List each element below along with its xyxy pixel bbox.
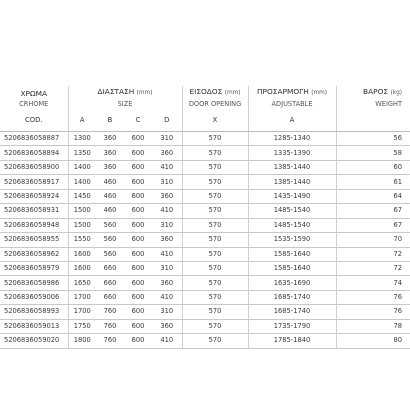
b-cell: 660 [96,276,124,290]
weight-header-greek [336,86,410,99]
dimension-unit: (mm) [136,90,153,96]
c-cell: 600 [124,261,152,275]
weight-cell: 72 [336,247,410,261]
b-cell: 560 [96,218,124,232]
d-cell: 310 [152,132,182,146]
b-cell: 760 [96,334,124,348]
table-row [0,290,410,304]
col-a-header: A [68,109,96,132]
table-row [0,146,410,160]
code-cell: 5206836058924 [0,189,68,203]
adjustable-cell: 1535-1590 [248,233,336,247]
dimension-header-english: SIZE [68,99,182,109]
code-header: COD. [0,109,68,132]
col-x-header: X [182,109,248,132]
weight-cell: 56 [336,132,410,146]
adjustable-cell: 1735-1790 [248,319,336,333]
b-cell: 360 [96,132,124,146]
weight-cell: 78 [336,319,410,333]
door-unit: (mm) [224,90,241,96]
table-row [0,334,410,348]
code-cell: 5206836058979 [0,261,68,275]
a-cell: 1500 [68,218,96,232]
d-cell: 310 [152,261,182,275]
c-cell: 600 [124,276,152,290]
col-adjustable-a-header: A [248,109,336,132]
adjustable-cell: 1585-1640 [248,261,336,275]
weight-cell: 67 [336,204,410,218]
col-d-header: D [152,109,182,132]
adjustable-cell: 1385-1440 [248,160,336,174]
b-cell: 660 [96,290,124,304]
a-cell: 1700 [68,305,96,319]
adjustable-cell: 1635-1690 [248,276,336,290]
code-cell: 5206836058894 [0,146,68,160]
d-cell: 360 [152,189,182,203]
adjustable-cell: 1285-1340 [248,132,336,146]
b-cell: 360 [96,146,124,160]
b-cell: 560 [96,247,124,261]
c-cell: 600 [124,175,152,189]
adjustable-cell: 1685-1740 [248,305,336,319]
table-row [0,233,410,247]
door-opening-cell: 570 [182,204,248,218]
weight-unit: (kg) [390,90,403,96]
header-row-greek [0,86,410,99]
weight-cell: 80 [336,334,410,348]
weight-cell: 72 [336,261,410,275]
a-cell: 1650 [68,276,96,290]
door-opening-cell: 570 [182,146,248,160]
d-cell: 310 [152,305,182,319]
door-opening-cell: 570 [182,247,248,261]
c-cell: 600 [124,132,152,146]
door-opening-cell: 570 [182,319,248,333]
c-cell: 600 [124,247,152,261]
weight-cell: 58 [336,146,410,160]
table-row [0,132,410,146]
col-c-header: C [124,109,152,132]
c-cell: 600 [124,160,152,174]
weight-cell: 64 [336,189,410,203]
d-cell: 360 [152,233,182,247]
table-row [0,319,410,333]
door-opening-cell: 570 [182,189,248,203]
door-header-greek [182,86,248,99]
d-cell: 410 [152,334,182,348]
door-opening-cell: 570 [182,261,248,275]
code-cell: 5206836059013 [0,319,68,333]
code-cell: 5206836058962 [0,247,68,261]
b-cell: 460 [96,204,124,218]
door-header-english: DOOR OPENING [182,99,248,109]
table-row [0,175,410,189]
d-cell: 310 [152,175,182,189]
d-cell: 360 [152,319,182,333]
d-cell: 410 [152,247,182,261]
c-cell: 600 [124,218,152,232]
b-cell: 360 [96,160,124,174]
adjustable-cell: 1585-1640 [248,247,336,261]
code-cell: 5206836058993 [0,305,68,319]
table-row [0,305,410,319]
weight-cell: 60 [336,160,410,174]
adjustable-cell: 1435-1490 [248,189,336,203]
d-cell: 360 [152,276,182,290]
code-cell: 5206836059006 [0,290,68,304]
color-header-greek: ΧΡΩΜΑ [0,86,68,99]
code-cell: 5206836058986 [0,276,68,290]
b-cell: 760 [96,305,124,319]
col-weight-header [336,109,410,132]
code-cell: 5206836058917 [0,175,68,189]
table-row [0,247,410,261]
color-header-english: CRHOME [0,99,68,109]
weight-cell: 67 [336,218,410,232]
c-cell: 600 [124,290,152,304]
code-cell: 5206836058887 [0,132,68,146]
a-cell: 1450 [68,189,96,203]
c-cell: 600 [124,146,152,160]
col-b-header: B [96,109,124,132]
door-opening-cell: 570 [182,305,248,319]
c-cell: 600 [124,319,152,333]
a-cell: 1400 [68,160,96,174]
code-cell: 5206836058900 [0,160,68,174]
d-cell: 360 [152,146,182,160]
door-opening-cell: 570 [182,132,248,146]
door-opening-cell: 570 [182,233,248,247]
table-row [0,218,410,232]
weight-title: ΒΑΡΟΣ [363,87,389,96]
a-cell: 1700 [68,290,96,304]
door-opening-cell: 570 [182,276,248,290]
weight-cell: 76 [336,290,410,304]
adjustable-header-english: ADJUSTABLE [248,99,336,109]
c-cell: 600 [124,334,152,348]
a-cell: 1500 [68,204,96,218]
b-cell: 560 [96,233,124,247]
b-cell: 660 [96,261,124,275]
adjustable-header-greek [248,86,336,99]
d-cell: 310 [152,218,182,232]
a-cell: 1600 [68,261,96,275]
door-opening-cell: 570 [182,334,248,348]
a-cell: 1600 [68,247,96,261]
a-cell: 1750 [68,319,96,333]
adjustable-cell: 1485-1540 [248,204,336,218]
header-row-columns [0,109,410,132]
a-cell: 1550 [68,233,96,247]
a-cell: 1300 [68,132,96,146]
d-cell: 410 [152,290,182,304]
adjustable-cell: 1385-1440 [248,175,336,189]
adjustable-unit: (mm) [311,90,328,96]
code-cell: 5206836058931 [0,204,68,218]
door-title: ΕΙΣΟΔΟΣ [189,87,223,96]
b-cell: 760 [96,319,124,333]
table-row [0,189,410,203]
header-row-english [0,99,410,109]
a-cell: 1350 [68,146,96,160]
c-cell: 600 [124,189,152,203]
adjustable-cell: 1485-1540 [248,218,336,232]
d-cell: 410 [152,204,182,218]
adjustable-title: ΠΡΟΣΑΡΜΟΓΗ [256,87,309,96]
spec-table-sheet [0,86,410,349]
weight-cell: 76 [336,305,410,319]
weight-cell: 61 [336,175,410,189]
a-cell: 1400 [68,175,96,189]
code-cell: 5206836058955 [0,233,68,247]
door-opening-cell: 570 [182,218,248,232]
spec-table [0,86,410,349]
table-row [0,261,410,275]
d-cell: 410 [152,160,182,174]
door-opening-cell: 570 [182,175,248,189]
table-row [0,276,410,290]
b-cell: 460 [96,175,124,189]
door-opening-cell: 570 [182,160,248,174]
table-row [0,160,410,174]
weight-cell: 70 [336,233,410,247]
c-cell: 600 [124,233,152,247]
spec-table-body [0,132,410,349]
dimension-title: ΔΙΑΣΤΑΣΗ [97,87,135,96]
weight-cell: 74 [336,276,410,290]
weight-header-english: WEIGHT [375,100,403,108]
b-cell: 460 [96,189,124,203]
c-cell: 600 [124,305,152,319]
code-cell: 5206836059020 [0,334,68,348]
code-cell: 5206836058948 [0,218,68,232]
adjustable-cell: 1685-1740 [248,290,336,304]
c-cell: 600 [124,204,152,218]
adjustable-cell: 1785-1840 [248,334,336,348]
door-opening-cell: 570 [182,290,248,304]
table-row [0,204,410,218]
dimension-header-greek [68,86,182,99]
a-cell: 1800 [68,334,96,348]
adjustable-cell: 1335-1390 [248,146,336,160]
